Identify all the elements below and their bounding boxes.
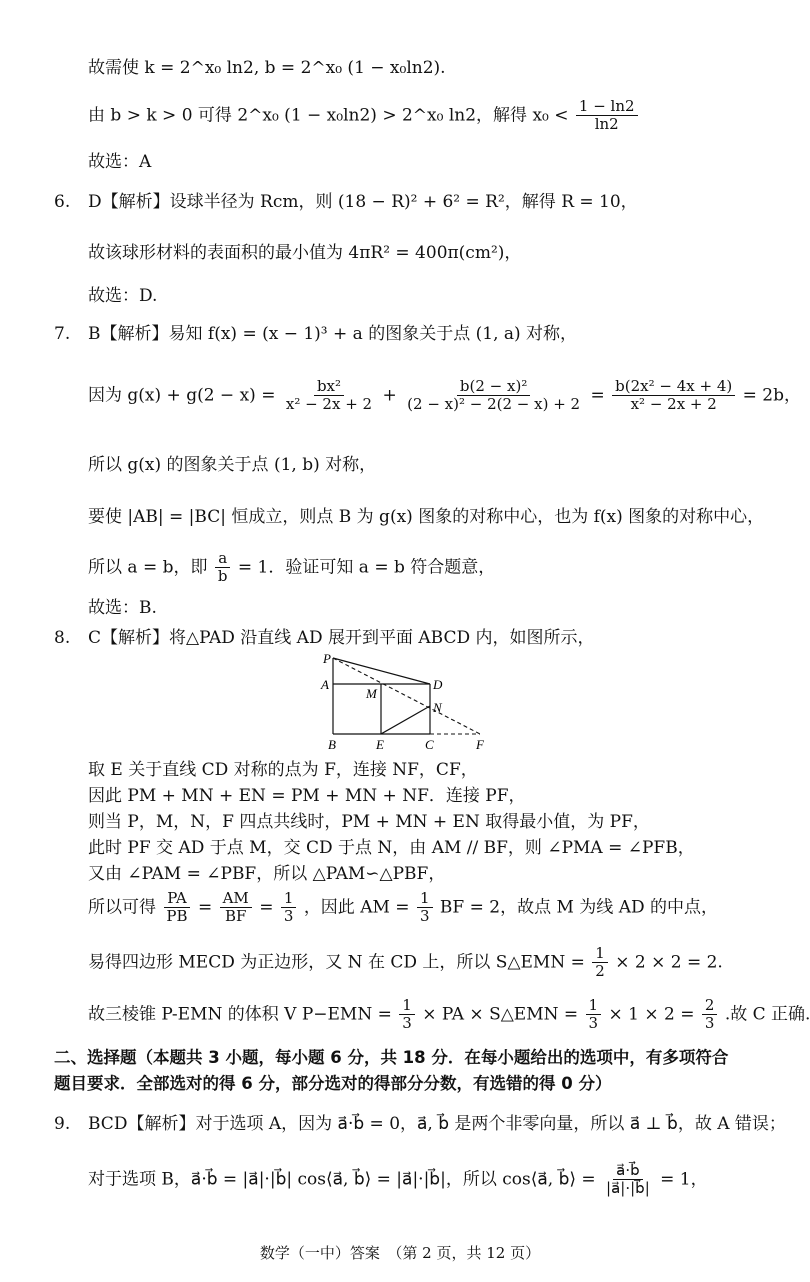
- q9-option-a: BCD【解析】对于选项 A，因为 a⃗·b⃗ = 0，a⃗, b⃗ 是两个非零向量，所以 a⃗ ⊥ b⃗，故 A 错误；: [88, 1114, 786, 1134]
- q6-solution: D【解析】设球半径为 Rcm，则 (18 − R)² + 6² = R²，解得 R = 10，: [88, 192, 638, 212]
- text: × PA × S△EMN =: [422, 1004, 579, 1025]
- fraction: [603, 1162, 653, 1198]
- equals-sign: =: [259, 897, 274, 918]
- text: = 1，: [660, 1169, 708, 1190]
- label-D: D: [433, 677, 443, 692]
- equals-sign: =: [590, 385, 605, 406]
- q7-solution: B【解析】易知 f(x) = (x − 1)³ + a 的图象关于点 (1, a) 对称，: [88, 324, 578, 344]
- fraction-denominator: b: [217, 567, 228, 586]
- edge-EN: [381, 706, 430, 734]
- fraction-numerator: b(2x² − 4x + 4): [612, 378, 735, 396]
- fraction-numerator: bx²: [314, 378, 344, 396]
- q7-answer: 故选：B.: [88, 598, 157, 618]
- edge-PD: [333, 658, 430, 684]
- question-number-7: 7.: [54, 324, 71, 344]
- fraction-denominator: (2 − x)² − 2(2 − x) + 2: [407, 395, 581, 414]
- fraction: [163, 890, 190, 926]
- fraction-denominator: BF: [224, 907, 247, 926]
- q6-surface-area: 故该球形材料的表面积的最小值为 4πR² = 400π(cm²)，: [88, 243, 522, 263]
- question-number-6: 6.: [54, 192, 71, 212]
- fraction-numerator: 1: [281, 890, 297, 908]
- text: 易得四边形 MECD 为正边形，又 N 在 CD 上，所以 S△EMN =: [88, 952, 585, 973]
- fraction-denominator: 3: [704, 1014, 715, 1033]
- label-N: N: [433, 700, 442, 715]
- q8-step-1: 取 E 关于直线 CD 对称的点为 F，连接 NF，CF，: [88, 760, 478, 780]
- equals-sign: =: [197, 897, 213, 918]
- fraction: [702, 997, 718, 1033]
- fraction-numerator: 1: [399, 997, 415, 1015]
- fraction-numerator: PA: [164, 890, 190, 908]
- q8-step-5: 又由 ∠PAM = ∠PBF，所以 △PAM∽△PBF，: [88, 864, 446, 884]
- text: .故 C 正确.: [724, 1004, 810, 1025]
- q8-ratio-line: [88, 890, 718, 926]
- text: × 2 × 2 = 2.: [615, 952, 723, 973]
- label-A: A: [321, 677, 329, 692]
- q6-answer: 故选：D.: [88, 286, 158, 306]
- fraction-numerator: 1: [592, 945, 608, 963]
- text: 故三棱锥 P-EMN 的体积 V P−EMN =: [88, 1004, 392, 1025]
- fraction: [586, 997, 602, 1033]
- q8-area-line: [88, 945, 723, 981]
- q8-step-4: 此时 PF 交 AD 于点 M，交 CD 于点 N，由 AM // BF，则 ∠PMA = ∠PFB，: [88, 838, 695, 858]
- fraction-numerator: a⃗·b⃗: [613, 1162, 642, 1180]
- label-B: B: [328, 737, 336, 752]
- q7-equation: [88, 378, 801, 414]
- q8-volume-line: [88, 997, 810, 1033]
- fraction-numerator: 2: [702, 997, 718, 1015]
- fraction-denominator: 3: [588, 1014, 599, 1033]
- fraction-denominator: 2: [595, 962, 605, 981]
- fraction: [220, 890, 252, 926]
- q8-solution: C【解析】将△PAD 沿直线 AD 展开到平面 ABCD 内，如图所示，: [88, 628, 595, 648]
- text: 对于选项 B，a⃗·b⃗ = |a⃗|·|b⃗| cos⟨a⃗, b⃗⟩ = |a⃗|·|b⃗|，所以 cos⟨a⃗, b⃗⟩ =: [88, 1169, 596, 1190]
- fraction-numerator: b(2 − x)²: [457, 378, 530, 396]
- q7-equation-lhs: 因为 g(x) + g(2 − x) =: [88, 385, 276, 406]
- fraction-denominator: x² − 2x + 2: [630, 395, 717, 414]
- label-M: M: [366, 686, 377, 701]
- question-number-8: 8.: [54, 628, 71, 648]
- q9-option-b: [88, 1162, 708, 1198]
- text: 所以可得: [88, 897, 156, 918]
- fraction: [612, 378, 735, 414]
- fraction: [404, 378, 583, 414]
- section-heading-line-1: 二、选择题（本题共 3 小题，每小题 6 分，共 18 分．在每小题给出的选项中，有多项符合: [54, 1048, 729, 1067]
- dashed-PF: [333, 658, 480, 734]
- geometry-figure: [316, 650, 496, 756]
- q8-step-3: 则当 P，M，N，F 四点共线时，PM + MN + EN 取得最小值，为 PF，: [88, 812, 650, 832]
- text-line-1: 故需使 k = 2^x₀ ln2, b = 2^x₀ (1 − x₀ln2).: [88, 58, 446, 78]
- text: × 1 × 2 =: [608, 1004, 695, 1025]
- fraction: [592, 945, 608, 981]
- fraction: [215, 550, 231, 586]
- fraction: [576, 98, 638, 134]
- fraction: [283, 378, 375, 414]
- question-number-9: 9.: [54, 1114, 71, 1134]
- fraction-numerator: 1 − ln2: [576, 98, 638, 116]
- page-footer: 数学（一中）答案 （第 2 页，共 12 页）: [259, 1244, 541, 1262]
- fraction-denominator: |a⃗|·|b⃗|: [606, 1179, 650, 1198]
- plus-sign: +: [382, 385, 397, 406]
- q7-conclusion: [88, 550, 495, 586]
- fraction-denominator: x² − 2x + 2: [285, 395, 373, 414]
- text-line-2-body: 由 b > k > 0 可得 2^x₀ (1 − x₀ln2) > 2^x₀ ln2，解得 x₀ <: [88, 105, 569, 126]
- fraction-numerator: a: [215, 550, 230, 568]
- label-F: F: [476, 737, 484, 752]
- fraction: [281, 890, 297, 926]
- label-E: E: [376, 737, 384, 752]
- fraction-numerator: 1: [417, 890, 433, 908]
- section-heading-line-2: 题目要求．全部选对的得 6 分，部分选对的得部分分数，有选错的得 0 分）: [54, 1074, 612, 1093]
- answer-line: 故选：A: [88, 152, 152, 172]
- q7-symmetry: 所以 g(x) 的图象关于点 (1, b) 对称，: [88, 455, 377, 475]
- text: = 1．验证可知 a = b 符合题意，: [237, 557, 496, 578]
- text: BF = 2，故点 M 为线 AD 的中点，: [439, 897, 719, 918]
- fraction-numerator: 1: [586, 997, 602, 1015]
- equation-tail: = 2b，: [742, 385, 801, 406]
- text: 所以 a = b，即: [88, 557, 208, 578]
- fraction-denominator: PB: [166, 907, 188, 926]
- fraction-denominator: ln2: [594, 115, 619, 134]
- q8-step-2: 因此 PM + MN + EN = PM + MN + NF．连接 PF，: [88, 786, 526, 806]
- fraction: [417, 890, 433, 926]
- label-P: P: [323, 651, 331, 666]
- q7-condition: 要使 |AB| = |BC| 恒成立，则点 B 为 g(x) 图象的对称中心，也为 f(x) 图象的对称中心，: [88, 507, 765, 527]
- text: ，因此 AM =: [303, 897, 410, 918]
- fraction: [399, 997, 415, 1033]
- text-line-2: [88, 98, 640, 134]
- fraction-denominator: 3: [419, 907, 430, 926]
- fraction-denominator: 3: [283, 907, 294, 926]
- fraction-denominator: 3: [402, 1014, 412, 1033]
- fraction-numerator: AM: [220, 890, 252, 908]
- label-C: C: [425, 737, 434, 752]
